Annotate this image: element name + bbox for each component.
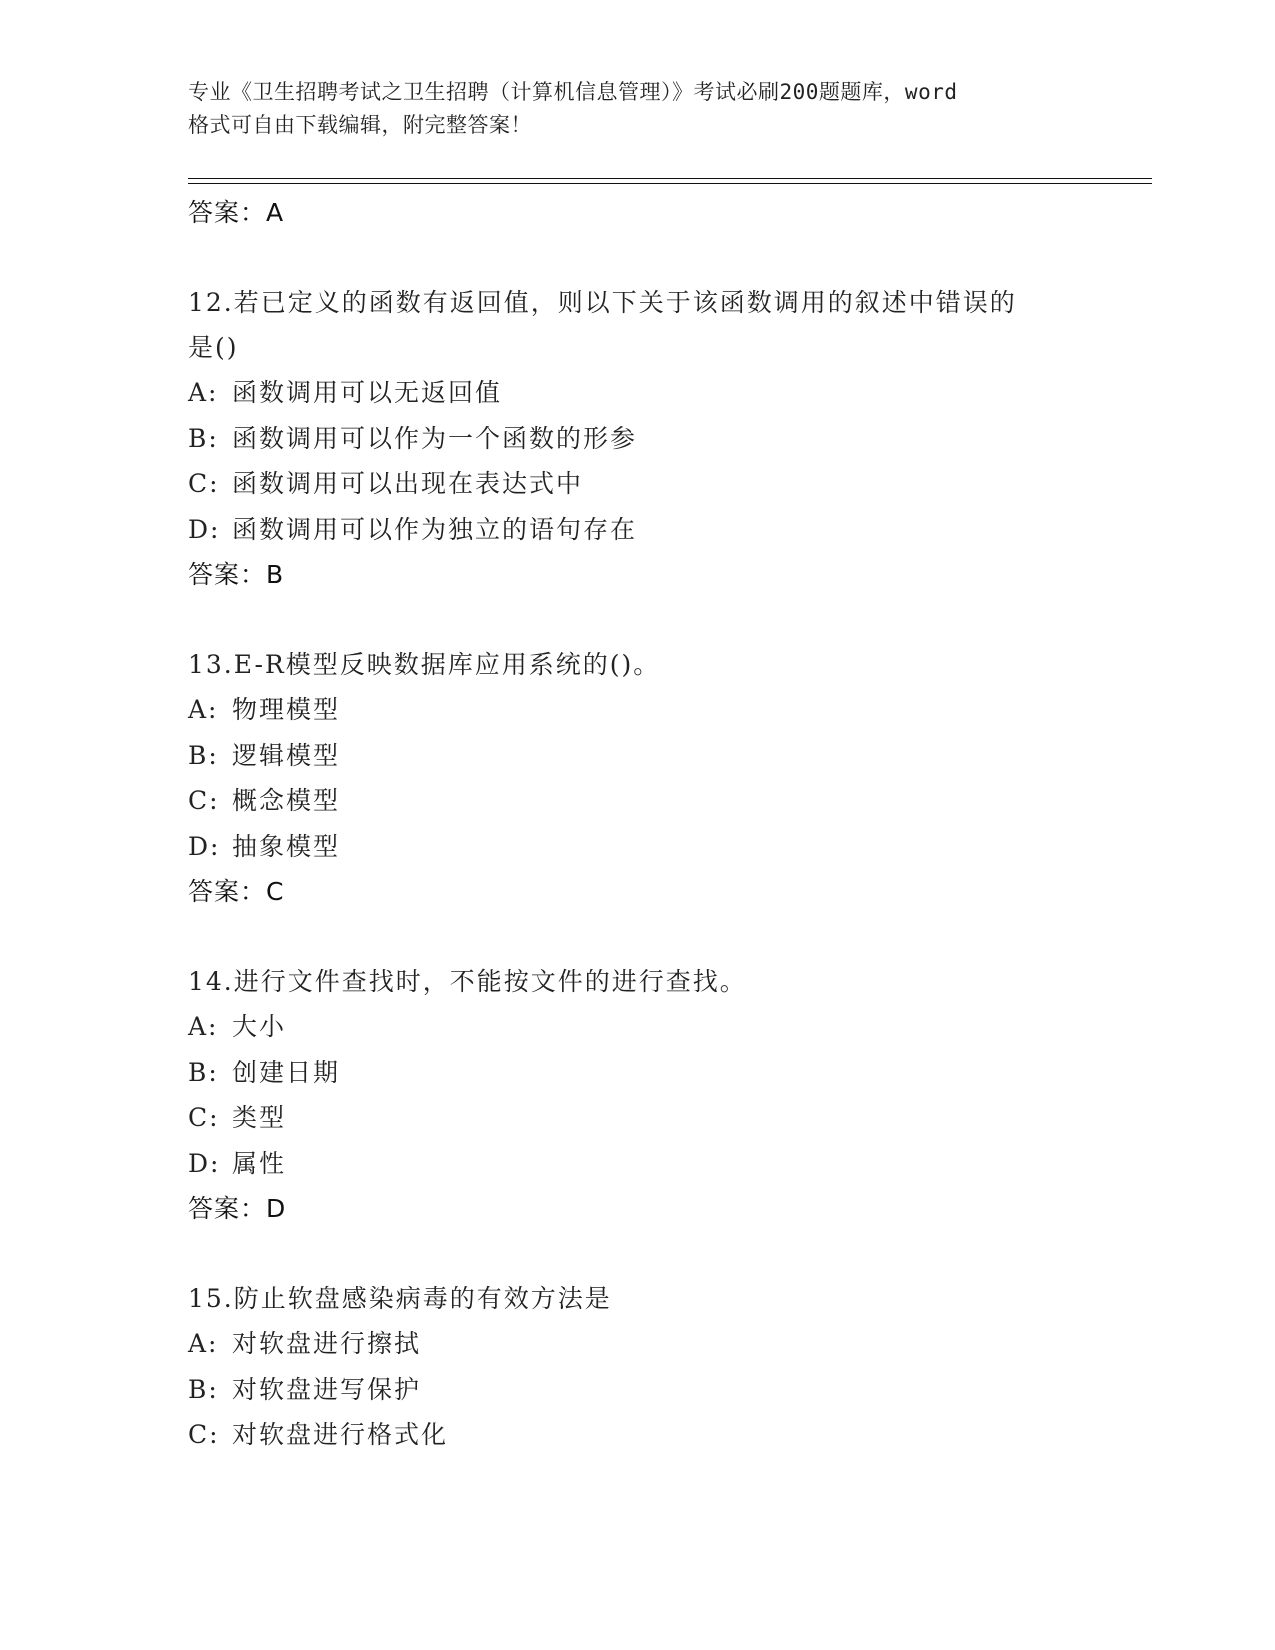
answer-label: 答案：D	[188, 1194, 287, 1223]
option-text: 对软盘进行格式化	[232, 1420, 449, 1449]
option-b	[188, 1050, 1088, 1096]
option-d	[188, 824, 1088, 870]
header-line-2: 格式可自由下载编辑，附完整答案！	[188, 113, 532, 137]
option-letter: C:	[188, 786, 220, 815]
option-text: 创建日期	[232, 1057, 341, 1087]
answer-label: 答案：C	[188, 877, 285, 906]
previous-answer: 答案：A	[188, 198, 285, 227]
option-letter: A:	[188, 378, 219, 407]
question-block	[188, 280, 1088, 598]
option-a	[188, 687, 1088, 733]
question-line: 15.防止软盘感染病毒的有效方法是	[188, 1284, 612, 1313]
option-letter: D:	[188, 514, 221, 544]
option-letter: B:	[188, 1057, 219, 1087]
option-text: 逻辑模型	[232, 740, 341, 770]
option-text: 对软盘进行擦拭	[232, 1329, 422, 1358]
option-a	[188, 1321, 1088, 1367]
option-text: 抽象模型	[232, 831, 341, 861]
option-b	[188, 1367, 1088, 1413]
option-text: 大小	[232, 1012, 287, 1041]
option-c	[188, 1095, 1088, 1141]
question-block	[188, 959, 1088, 1232]
option-c	[188, 778, 1088, 824]
option-letter: B:	[188, 1374, 219, 1404]
option-text: 物理模型	[232, 695, 341, 724]
option-a	[188, 370, 1088, 416]
option-c	[188, 461, 1088, 507]
option-letter: D:	[188, 1148, 221, 1178]
option-text: 函数调用可以作为独立的语句存在	[232, 514, 638, 544]
question-line: 12.若已定义的函数有返回值，则以下关于该函数调用的叙述中错误的	[188, 288, 1017, 317]
option-letter: C:	[188, 1103, 220, 1132]
question-line: 14.进行文件查找时，不能按文件的进行查找。	[188, 967, 747, 996]
question-text	[188, 1276, 1088, 1321]
option-text: 函数调用可以无返回值	[232, 378, 503, 407]
option-text: 概念模型	[232, 786, 341, 815]
option-letter: C:	[188, 469, 220, 498]
option-letter: C:	[188, 1420, 220, 1449]
option-text: 对软盘进写保护	[232, 1374, 422, 1404]
option-text: 类型	[232, 1103, 287, 1132]
option-text: 函数调用可以出现在表达式中	[232, 469, 584, 498]
question-list	[188, 190, 1088, 1458]
option-letter: B:	[188, 423, 219, 453]
question-text	[188, 959, 1088, 1004]
question-block	[188, 1276, 1088, 1458]
header-line-1: 专业《卫生招聘考试之卫生招聘（计算机信息管理）》考试必刷200题题库，word	[188, 80, 958, 104]
question-line: 是()	[188, 333, 239, 362]
option-letter: B:	[188, 740, 219, 770]
option-text: 函数调用可以作为一个函数的形参	[232, 423, 638, 453]
question-text	[188, 280, 1088, 370]
option-c	[188, 1412, 1088, 1458]
document-header	[188, 76, 1108, 142]
header-divider-top	[188, 178, 1152, 179]
option-d	[188, 1141, 1088, 1187]
header-divider-bottom	[188, 183, 1152, 184]
option-text: 属性	[232, 1148, 287, 1178]
answer-label: 答案：B	[188, 560, 285, 589]
option-letter: A:	[188, 1012, 219, 1041]
question-line: 13.E-R模型反映数据库应用系统的()。	[188, 650, 661, 679]
option-letter: D:	[188, 831, 221, 861]
question-block	[188, 642, 1088, 915]
question-text	[188, 642, 1088, 687]
option-d	[188, 507, 1088, 553]
option-a	[188, 1004, 1088, 1050]
option-b	[188, 733, 1088, 779]
option-b	[188, 416, 1088, 462]
option-letter: A:	[188, 1329, 219, 1358]
option-letter: A:	[188, 695, 219, 724]
